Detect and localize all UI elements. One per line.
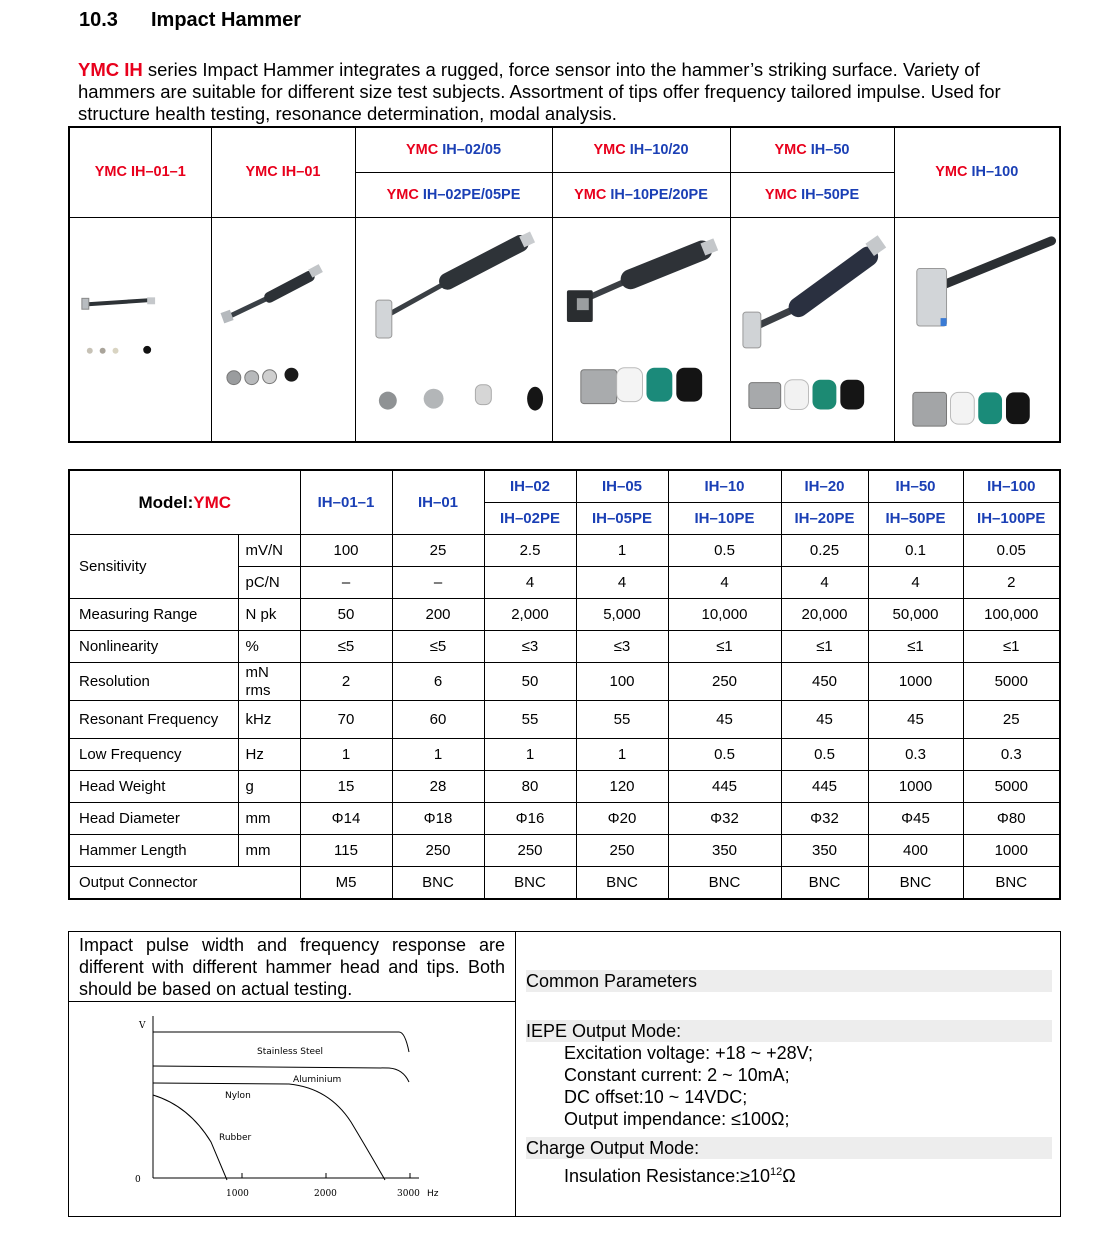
col-header-pe: IH–50PE bbox=[868, 503, 963, 535]
curve-rubber bbox=[153, 1095, 227, 1180]
hammer-image-ih10-20 bbox=[553, 218, 730, 441]
iepe-item: Output impendance: ≤100Ω; bbox=[564, 1109, 790, 1129]
value-cell: 1000 bbox=[868, 771, 963, 803]
photo-ih100 bbox=[894, 217, 1060, 442]
value-cell: 2 bbox=[963, 567, 1060, 599]
value-cell: 5000 bbox=[963, 663, 1060, 701]
table-row bbox=[69, 535, 1060, 567]
col-header: IH–02 bbox=[484, 470, 576, 503]
row-label: Measuring Range bbox=[69, 599, 238, 631]
col-header: IH–20 bbox=[781, 470, 868, 503]
unit-cell: Hz bbox=[238, 739, 300, 771]
col-header: IH–10 bbox=[668, 470, 781, 503]
unit-cell: % bbox=[238, 631, 300, 663]
value-cell: BNC bbox=[392, 867, 484, 900]
value-cell: Φ45 bbox=[868, 803, 963, 835]
section-heading bbox=[79, 9, 301, 32]
value-cell: Φ80 bbox=[963, 803, 1060, 835]
value-cell: 0.5 bbox=[781, 739, 868, 771]
model-header-ih02-05: YMC IH–02/05 bbox=[355, 127, 552, 172]
value-cell: 20,000 bbox=[781, 599, 868, 631]
curve-label: Aluminium bbox=[293, 1075, 342, 1085]
value-cell: 250 bbox=[484, 835, 576, 867]
unit-cell: N pk bbox=[238, 599, 300, 631]
unit-cell: mm bbox=[238, 803, 300, 835]
row-label: Sensitivity bbox=[69, 535, 238, 599]
value-cell: 2 bbox=[300, 663, 392, 701]
col-header: IH–05 bbox=[576, 470, 668, 503]
row-label: Head Weight bbox=[69, 771, 238, 803]
table-row bbox=[69, 867, 1060, 900]
curve-label: Rubber bbox=[219, 1133, 252, 1143]
col-header-pe: IH–10PE bbox=[668, 503, 781, 535]
value-cell: 350 bbox=[668, 835, 781, 867]
row-label: Resolution bbox=[69, 663, 238, 701]
row-label: Resonant Frequency bbox=[69, 701, 238, 739]
value-cell: BNC bbox=[484, 867, 576, 900]
unit-cell: mV/N bbox=[238, 535, 300, 567]
value-cell: 0.25 bbox=[781, 535, 868, 567]
note-text: Impact pulse width and frequency response are different with different hammer head and tips. Both should be based on actual testing. bbox=[79, 935, 505, 999]
row-label: Low Frequency bbox=[69, 739, 238, 771]
hammer-image-ih50 bbox=[731, 218, 894, 441]
curve-label: Stainless Steel bbox=[257, 1047, 324, 1057]
value-cell: 50 bbox=[300, 599, 392, 631]
model-header-ih10pe-20pe: YMC IH–10PE/20PE bbox=[552, 172, 730, 217]
unit-cell: mm bbox=[238, 835, 300, 867]
value-cell: 4 bbox=[576, 567, 668, 599]
value-cell: Φ32 bbox=[668, 803, 781, 835]
value-cell: 80 bbox=[484, 771, 576, 803]
value-cell: 250 bbox=[392, 835, 484, 867]
col-header: IH–01–1 bbox=[300, 470, 392, 535]
value-cell: ≤1 bbox=[963, 631, 1060, 663]
value-cell: ≤1 bbox=[868, 631, 963, 663]
value-cell: 0.5 bbox=[668, 739, 781, 771]
photo-ih01 bbox=[211, 217, 355, 442]
value-cell: 250 bbox=[576, 835, 668, 867]
col-header: IH–100 bbox=[963, 470, 1060, 503]
value-cell: 200 bbox=[392, 599, 484, 631]
value-cell: 25 bbox=[392, 535, 484, 567]
table-row bbox=[69, 599, 1060, 631]
iepe-item: Excitation voltage: +18 ~ +28V; bbox=[564, 1043, 814, 1063]
unit-cell: mN rms bbox=[238, 663, 300, 701]
table-row bbox=[69, 701, 1060, 739]
value-cell: 1000 bbox=[868, 663, 963, 701]
product-photo-table bbox=[68, 126, 1061, 443]
col-header: IH–50 bbox=[868, 470, 963, 503]
section-number: 10.3 bbox=[79, 9, 118, 31]
x-tick-label: 1000 bbox=[226, 1189, 249, 1199]
value-cell: Φ16 bbox=[484, 803, 576, 835]
value-cell: ≤1 bbox=[781, 631, 868, 663]
photo-ih50 bbox=[730, 217, 894, 442]
value-cell: 55 bbox=[484, 701, 576, 739]
common-parameters-panel bbox=[515, 931, 1061, 1217]
y-axis-top-label: V bbox=[139, 1021, 146, 1031]
intro-paragraph bbox=[78, 59, 1038, 125]
value-cell: ≤3 bbox=[484, 631, 576, 663]
value-cell: 1 bbox=[576, 739, 668, 771]
value-cell: 4 bbox=[484, 567, 576, 599]
x-tick-label: 2000 bbox=[314, 1189, 337, 1199]
value-cell: BNC bbox=[668, 867, 781, 900]
col-header-pe: IH–02PE bbox=[484, 503, 576, 535]
model-header-ih100: YMC IH–100 bbox=[894, 127, 1060, 217]
x-tick-label: 3000 bbox=[397, 1189, 420, 1199]
response-panel bbox=[68, 931, 516, 1217]
spec-table bbox=[68, 469, 1061, 900]
value-cell: Φ20 bbox=[576, 803, 668, 835]
common-params-title: Common Parameters bbox=[526, 970, 1052, 992]
value-cell: 45 bbox=[868, 701, 963, 739]
value-cell: 350 bbox=[781, 835, 868, 867]
value-cell: Φ18 bbox=[392, 803, 484, 835]
value-cell: BNC bbox=[868, 867, 963, 900]
hammer-image-ih01-1 bbox=[70, 218, 211, 441]
value-cell: 15 bbox=[300, 771, 392, 803]
value-cell: 55 bbox=[576, 701, 668, 739]
model-header-ih01-1: YMC IH–01–1 bbox=[69, 127, 211, 217]
value-cell: 250 bbox=[668, 663, 781, 701]
value-cell: 115 bbox=[300, 835, 392, 867]
hammer-image-ih02-05 bbox=[356, 218, 552, 441]
value-cell: M5 bbox=[300, 867, 392, 900]
iepe-item: Constant current: 2 ~ 10mA; bbox=[564, 1065, 790, 1085]
value-cell: 45 bbox=[668, 701, 781, 739]
value-cell: 4 bbox=[668, 567, 781, 599]
table-row bbox=[69, 631, 1060, 663]
unit-cell: pC/N bbox=[238, 567, 300, 599]
value-cell: 6 bbox=[392, 663, 484, 701]
table-row bbox=[69, 835, 1060, 867]
value-cell: 100 bbox=[300, 535, 392, 567]
value-cell: 0.1 bbox=[868, 535, 963, 567]
row-label: Output Connector bbox=[69, 867, 300, 900]
y-axis-zero-label: 0 bbox=[135, 1175, 141, 1185]
value-cell: 28 bbox=[392, 771, 484, 803]
charge-title: Charge Output Mode: bbox=[526, 1137, 1052, 1159]
model-header-ih50pe: YMC IH–50PE bbox=[730, 172, 894, 217]
frequency-response-chart bbox=[69, 1002, 515, 1216]
value-cell: 5,000 bbox=[576, 599, 668, 631]
value-cell: 1 bbox=[576, 535, 668, 567]
value-cell: 45 bbox=[781, 701, 868, 739]
value-cell: BNC bbox=[963, 867, 1060, 900]
unit-cell: kHz bbox=[238, 701, 300, 739]
value-cell: Φ32 bbox=[781, 803, 868, 835]
photo-ih10-20 bbox=[552, 217, 730, 442]
col-header: IH–01 bbox=[392, 470, 484, 535]
col-header-pe: IH–05PE bbox=[576, 503, 668, 535]
value-cell: 1 bbox=[484, 739, 576, 771]
table-row bbox=[69, 803, 1060, 835]
model-header-ih02pe-05pe: YMC IH–02PE/05PE bbox=[355, 172, 552, 217]
value-cell: 445 bbox=[781, 771, 868, 803]
value-cell: 100 bbox=[576, 663, 668, 701]
table-row bbox=[69, 771, 1060, 803]
note-box bbox=[69, 932, 515, 1002]
value-cell: 100,000 bbox=[963, 599, 1060, 631]
value-cell: 25 bbox=[963, 701, 1060, 739]
insulation-resistance: Insulation $Resistance:\ge 10^{12}\Omega$ bbox=[564, 1166, 796, 1186]
model-header-ih50: YMC IH–50 bbox=[730, 127, 894, 172]
model-label-cell: Model:YMC bbox=[69, 470, 300, 535]
value-cell: 10,000 bbox=[668, 599, 781, 631]
value-cell: Φ14 bbox=[300, 803, 392, 835]
value-cell: 5000 bbox=[963, 771, 1060, 803]
value-cell: – bbox=[392, 567, 484, 599]
value-cell: ≤3 bbox=[576, 631, 668, 663]
section-title: Impact Hammer bbox=[151, 9, 302, 31]
x-unit-label: Hz bbox=[427, 1189, 439, 1199]
value-cell: 60 bbox=[392, 701, 484, 739]
table-row bbox=[69, 739, 1060, 771]
col-header-pe: IH–20PE bbox=[781, 503, 868, 535]
photo-ih01-1 bbox=[69, 217, 211, 442]
value-cell: 1 bbox=[300, 739, 392, 771]
value-cell: 445 bbox=[668, 771, 781, 803]
row-label: Nonlinearity bbox=[69, 631, 238, 663]
value-cell: BNC bbox=[576, 867, 668, 900]
intro-brand: YMC IH bbox=[78, 59, 143, 80]
model-header-ih01: YMC IH–01 bbox=[211, 127, 355, 217]
row-label: Head Diameter bbox=[69, 803, 238, 835]
value-cell: 120 bbox=[576, 771, 668, 803]
value-cell: ≤5 bbox=[392, 631, 484, 663]
value-cell: 50 bbox=[484, 663, 576, 701]
value-cell: 4 bbox=[868, 567, 963, 599]
curve-nylon bbox=[153, 1083, 385, 1180]
value-cell: 2.5 bbox=[484, 535, 576, 567]
value-cell: 50,000 bbox=[868, 599, 963, 631]
row-label: Hammer Length bbox=[69, 835, 238, 867]
value-cell: 4 bbox=[781, 567, 868, 599]
value-cell: 2,000 bbox=[484, 599, 576, 631]
value-cell: 70 bbox=[300, 701, 392, 739]
value-cell: 0.3 bbox=[963, 739, 1060, 771]
value-cell: 0.5 bbox=[668, 535, 781, 567]
value-cell: 1 bbox=[392, 739, 484, 771]
value-cell: 400 bbox=[868, 835, 963, 867]
col-header-pe: IH–100PE bbox=[963, 503, 1060, 535]
photo-ih02-05 bbox=[355, 217, 552, 442]
curve-aluminium bbox=[153, 1066, 409, 1082]
iepe-item: DC offset:10 ~ 14VDC; bbox=[564, 1087, 748, 1107]
value-cell: 0.3 bbox=[868, 739, 963, 771]
model-header-ih10-20: YMC IH–10/20 bbox=[552, 127, 730, 172]
curve-label: Nylon bbox=[225, 1091, 251, 1101]
value-cell: 450 bbox=[781, 663, 868, 701]
value-cell: ≤1 bbox=[668, 631, 781, 663]
hammer-image-ih100 bbox=[895, 218, 1060, 441]
table-row bbox=[69, 663, 1060, 701]
value-cell: – bbox=[300, 567, 392, 599]
value-cell: ≤5 bbox=[300, 631, 392, 663]
value-cell: BNC bbox=[781, 867, 868, 900]
value-cell: 0.05 bbox=[963, 535, 1060, 567]
intro-text: series Impact Hammer integrates a rugged, force sensor into the hammer’s striking surface. Variety of hammers are suitable for different size test subjects. Assortment of tips offer frequency tailored impulse. Used for structure health testing, resonance determination, modal analysis. bbox=[78, 59, 1001, 124]
hammer-image-ih01 bbox=[212, 218, 355, 441]
value-cell: 1000 bbox=[963, 835, 1060, 867]
unit-cell: g bbox=[238, 771, 300, 803]
iepe-title: IEPE Output Mode: bbox=[526, 1020, 1052, 1042]
